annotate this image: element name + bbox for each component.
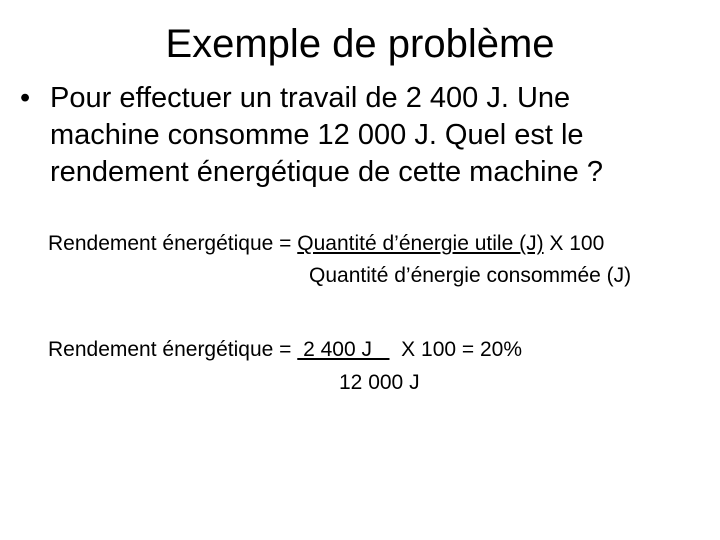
applied-formula-denominator: 12 000 J — [339, 371, 420, 394]
general-formula-numerator-line — [48, 231, 604, 257]
bullet-line: machine consomme 12 000 J. Quel est le — [50, 119, 584, 151]
bullet-line: Pour effectuer un travail de 2 400 J. Une — [50, 82, 571, 114]
general-formula-numerator: Quantité d’énergie utile (J) — [297, 232, 544, 255]
general-formula-multiplier: X 100 — [543, 232, 605, 255]
bullet-text — [50, 80, 700, 191]
general-formula-denominator: Quantité d’énergie consommée (J) — [309, 264, 632, 287]
applied-formula-label: Rendement énergétique = — [48, 338, 298, 361]
general-formula-label: Rendement énergétique = — [48, 232, 298, 255]
applied-formula-numerator: 2 400 J — [297, 338, 390, 361]
bullet-line: rendement énergétique de cette machine ? — [50, 156, 603, 188]
applied-formula-result: X 100 = 20% — [389, 338, 523, 361]
applied-formula-numerator-line — [48, 337, 522, 363]
bullet-marker: • — [20, 82, 31, 114]
slide-title: Exemple de problème — [165, 22, 555, 66]
